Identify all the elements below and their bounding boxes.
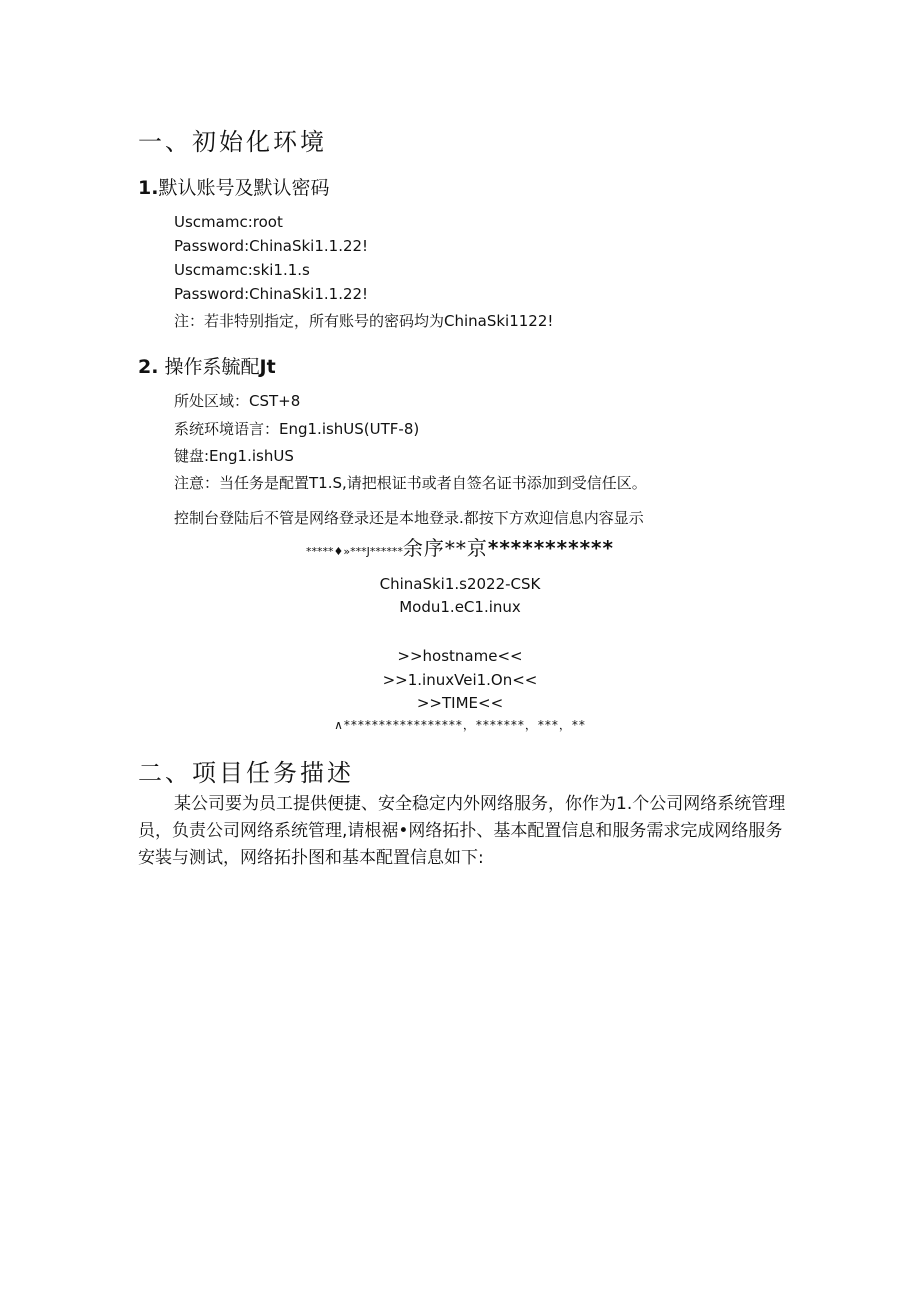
account-line-1: Uscmamc:root xyxy=(174,213,283,231)
subsection-2-heading xyxy=(138,352,276,379)
banner-line-1: ChinaSki1.s2022-CSK xyxy=(379,575,541,593)
banner-version: >>1.inuxVei1.On<< xyxy=(382,671,538,689)
language-line: 系统环境语言：Eng1.ishUS(UTF-8) xyxy=(174,420,420,438)
banner-top-center: 余序**京 xyxy=(402,536,488,560)
banner-bottom-line: ∧*****************，*******，***，** xyxy=(334,718,586,732)
subsection-2-title: 操作系毓配 xyxy=(164,356,260,378)
account-line-3: Uscmamc:ski1.1.s xyxy=(174,261,310,279)
account-line-2: Password:ChinaSki1.1.22! xyxy=(174,237,369,255)
tls-note: 注意：当任务是配置T1.S,请把根证书或者自签名证书添加到受信任区。 xyxy=(174,474,647,492)
subsection-1-title: 默认账号及默认密码 xyxy=(158,177,330,199)
banner-time: >>TIME<< xyxy=(416,694,504,712)
task-paragraph-line-3: 安装与测试，网络拓扑图和基本配置信息如下: xyxy=(138,848,484,868)
subsection-2-number: 2. xyxy=(138,356,159,378)
task-paragraph-line-1: 某公司要为员工提供便捷、安全稳定内外网络服务，你作为1.个公司网络系统管理 xyxy=(174,794,786,814)
account-note: 注：若非特别指定，所有账号的密码均为ChinaSki1122! xyxy=(174,312,554,330)
task-paragraph-line-2: 员，负责公司网络系统管理,请根裾•网络拓扑、基本配置信息和服务需求完成网络服务 xyxy=(138,821,783,841)
subsection-1-heading xyxy=(138,173,329,200)
subsection-2-title-suffix: Jt xyxy=(259,356,276,378)
banner-hostname: >>hostname<< xyxy=(397,647,523,665)
section-1-heading: 一、初始化环境 xyxy=(138,128,327,156)
banner-top-prefix: *****♦»***J****** xyxy=(306,545,403,558)
subsection-1-number: 1. xyxy=(138,177,159,199)
timezone-line: 所处区域：CST+8 xyxy=(174,392,301,410)
banner-top-suffix: *********** xyxy=(487,536,614,560)
section-2-heading: 二、项目任务描述 xyxy=(138,759,354,787)
account-line-4: Password:ChinaSki1.1.22! xyxy=(174,285,369,303)
banner-top-line xyxy=(0,532,920,561)
banner-line-2: Modu1.eC1.inux xyxy=(399,598,521,616)
keyboard-line: 键盘:Eng1.ishUS xyxy=(174,447,294,465)
login-note: 控制台登陆后不管是网络登录还是本地登录.都按下方欢迎信息内容显示 xyxy=(174,509,644,527)
